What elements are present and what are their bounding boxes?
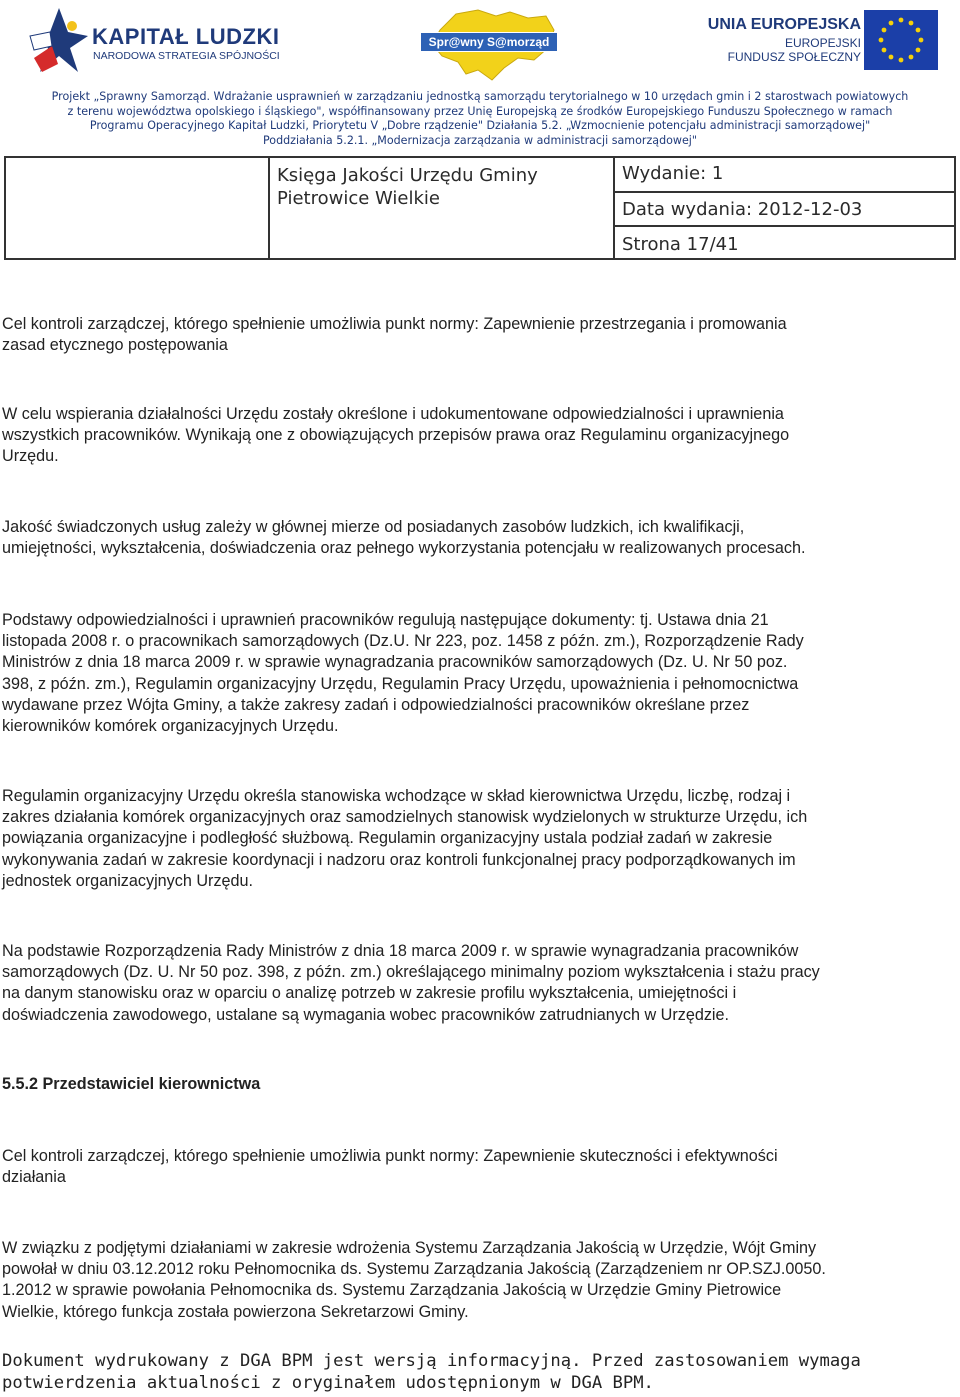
project-info-line: Programu Operacyjnego Kapitał Ludzki, Priorytetu V „Dobre rządzenie" Działania 5.2. „Wzmocnienie potencjału administracji samorządowej" — [89, 119, 871, 132]
paragraph-qualification-requirements — [2, 941, 820, 1026]
text-line: Ministrów z dnia 18 marca 2009 r. w sprawie wynagradzania pracowników samorządowych (Dz. U. Nr 50 poz. — [2, 653, 788, 672]
project-info — [0, 90, 960, 148]
paragraph-organizational-rules — [2, 786, 807, 892]
text-line: Urzędu. — [2, 447, 59, 466]
section-heading: 5.5.2 Przedstawiciel kierownictwa — [2, 1075, 261, 1093]
text-line: Cel kontroli zarządczej, którego spełnienie umożliwia punkt normy: Zapewnienie przestrzegania i promowania — [2, 315, 787, 333]
project-info-line: z terenu województwa opolskiego i śląskiego", współfinansowany przez Unię Europejską ze środków Europejskiego Funduszu Społecznego w ramach — [67, 104, 893, 118]
text-line: powołał w dniu 03.12.2012 roku Pełnomocnika ds. Systemu Zarządzania Jakością (Zarządzeniem nr OP.SZJ.0050. — [2, 1260, 826, 1279]
text-line: 398, z późn. zm.), Regulamin organizacyjny Urzędu, Regulamin Pracy Urzędu, upoważnienia i pełnomocnictwa — [2, 674, 799, 693]
text-line: W celu wspierania działalności Urzędu zostały określone i udokumentowane odpowiedzialności i uprawnienia — [2, 405, 784, 423]
document-title-line1: Księga Jakości Urzędu Gminy — [277, 165, 538, 186]
sprawny-samorzad-text: Spr@wny S@morząd — [420, 32, 558, 52]
text-line: Podstawy odpowiedzialności i uprawnień pracowników regulują następujące dokumenty: tj. Ustawa dnia 21 — [2, 611, 769, 629]
document-header-table — [4, 156, 956, 260]
text-line: umiejętności, wykształcenia, doświadczenia oraz pełnego wykorzystania potencjału w realizowanych procesach. — [2, 539, 806, 558]
text-line: listopada 2008 r. o pracownikach samorządowych (Dz.U. Nr 223, poz. 1458 z późn. zm.), Rozporządzenie Rady — [2, 632, 804, 651]
eu-line3: FUNDUSZ SPOŁECZNY — [727, 50, 861, 64]
eu-logo — [707, 10, 941, 70]
text-line: Wielkie, którego funkcja została powierzona Sekretarzowi Gminy. — [2, 1302, 469, 1321]
footer-line: potwierdzenia aktualności z oryginałem udostępnionym w DGA BPM. — [2, 1373, 654, 1393]
text-line: samorządowych (Dz. U. Nr 50 poz. 398, z późn. zm.) określającego minimalny poziom wykształcenia i stażu pracy — [2, 963, 820, 982]
text-line: wykonywania zadań w zakresie koordynacji i nadzoru oraz kontroli funkcjonalnej pracy podporządkowanych im — [2, 850, 796, 869]
paragraph-representative — [2, 1238, 826, 1323]
project-info-line: Projekt „Sprawny Samorząd. Wdrażanie usprawnień w zarządzaniu jednostką samorządu terytorialnego w 10 urzędach gmin i 2 starostwach powiatowych — [51, 90, 909, 103]
footer-line: Dokument wydrukowany z DGA BPM jest wersją informacyjną. Przed zastosowaniem wymaga — [2, 1351, 861, 1371]
paragraph-responsibilities — [2, 404, 789, 468]
document-title-line2: Pietrowice Wielkie — [277, 188, 441, 209]
text-line: W związku z podjętymi działaniami w zakresie wdrożenia Systemu Zarządzania Jakością w Urzędzie, Wójt Gminy — [2, 1239, 817, 1257]
document-title — [277, 164, 538, 210]
eu-line2: EUROPEJSKI — [784, 36, 861, 50]
footer-disclaimer — [2, 1350, 861, 1394]
kapital-ludzki-logo — [28, 6, 280, 74]
project-info-line: Poddziałania 5.2.1. „Modernizacja zarządzania w administracji samorządowej" — [262, 133, 697, 147]
header-title-cell — [270, 158, 615, 258]
eu-line1: UNIA EUROPEJSKA — [707, 16, 861, 33]
header-meta-cell — [615, 158, 954, 258]
edition-text: Wydanie: 1 — [622, 163, 724, 184]
kapital-ludzki-title: KAPITAŁ LUDZKI — [92, 24, 280, 49]
kapital-ludzki-star-icon — [28, 6, 90, 74]
text-line: Jakość świadczonych usług zależy w głównej mierze od posiadanych zasobów ludzkich, ich kwalifikacji, — [2, 518, 745, 536]
date-row — [615, 193, 954, 227]
date-text: Data wydania: 2012-12-03 — [622, 199, 863, 220]
edition-row — [615, 158, 954, 193]
page-number-text: Strona 17/41 — [622, 234, 739, 255]
text-line: Regulamin organizacyjny Urzędu określa stanowiska wchodzące w skład kierownictwa Urzędu, liczbę, rodzaj i — [2, 787, 791, 805]
text-line: wszystkich pracowników. Wynikają one z obowiązujących przepisów prawa oraz Regulaminu organizacyjnego — [2, 426, 790, 445]
text-line: Cel kontroli zarządczej, którego spełnienie umożliwia punkt normy: Zapewnienie skuteczności i efektywności — [2, 1147, 778, 1165]
paragraph-control-objective-1 — [2, 314, 787, 356]
text-line: Na podstawie Rozporządzenia Rady Ministrów z dnia 18 marca 2009 r. w sprawie wynagradzania pracowników — [2, 942, 799, 960]
text-line: zakres działania komórek organizacyjnych oraz samodzielnych stanowisk wydzielonych w strukturze Urzędu, ich — [2, 808, 808, 827]
text-line: doświadczenia zawodowego, ustalane są wymagania wobec pracowników zatrudnianych w Urzędzie. — [2, 1005, 730, 1024]
text-line: na danym stanowisku oraz w oparciu o analizę potrzeb w zakresie profilu wykształcenia, umiejętności i — [2, 984, 737, 1003]
text-line: 1.2012 w sprawie powołania Pełnomocnika ds. Systemu Zarządzania Jakością w Urzędzie Gminy Pietrowice — [2, 1281, 782, 1300]
paragraph-legal-basis — [2, 610, 804, 737]
sprawny-samorzad-logo — [418, 8, 560, 82]
eu-flag-icon — [864, 10, 938, 70]
text-line: zasad etycznego postępowania — [2, 336, 228, 355]
text-line: działania — [2, 1168, 66, 1187]
paragraph-service-quality — [2, 517, 806, 559]
text-line: wydawane przez Wójta Gminy, a także zakresy zadań i odpowiedzialności pracowników określane przez — [2, 695, 750, 714]
text-line: powiązania organizacyjne i podległość służbową. Regulamin organizacyjny ustala podział zadań w zakresie — [2, 829, 773, 848]
kapital-ludzki-subtitle: NARODOWA STRATEGIA SPÓJNOŚCI — [93, 50, 280, 62]
header-empty-cell — [6, 158, 270, 258]
text-line: kierowników komórek organizacyjnych Urzędu. — [2, 717, 339, 736]
text-line: jednostek organizacyjnych Urzędu. — [2, 871, 254, 890]
paragraph-control-objective-2 — [2, 1146, 778, 1188]
